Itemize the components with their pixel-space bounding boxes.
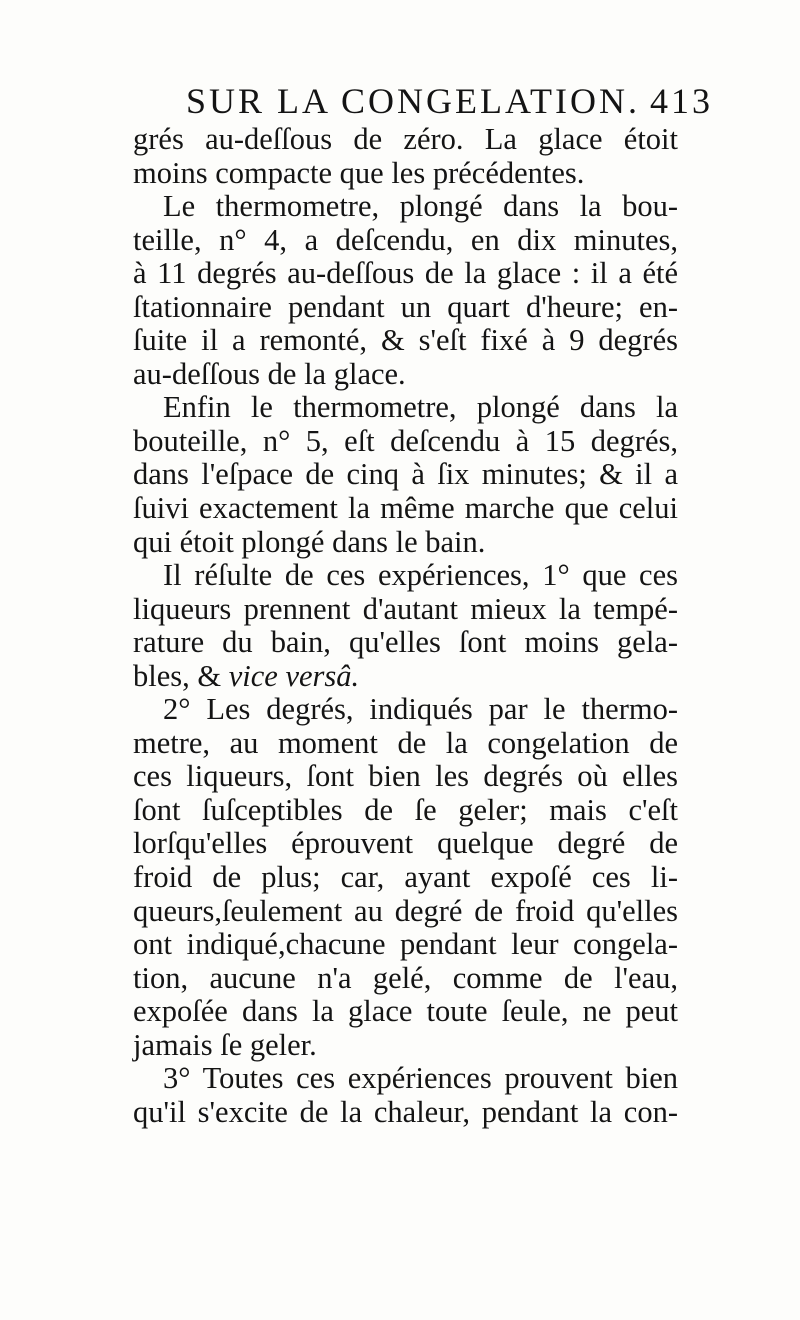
text-line-content: grés au-deſſous de zéro. La glace étoit	[133, 122, 678, 156]
text-line	[133, 1062, 678, 1096]
text-line-content: Il réſulte de ces expériences, 1° que ces	[163, 558, 678, 593]
text-line	[133, 1096, 678, 1130]
text-line-content: queurs,ſeulement au degré de froid qu'elles	[133, 893, 678, 928]
text-line-content: ſont ſuſceptibles de ſe geler; mais c'eſt	[133, 792, 678, 827]
text-line	[133, 693, 678, 727]
text-line-content: qui étoit plongé dans le bain.	[133, 524, 486, 559]
text-line	[133, 626, 678, 660]
text-line	[133, 794, 678, 828]
text-line-content: rature du bain, qu'elles ſont moins gela-	[133, 625, 678, 660]
text-line-content: teille, n° 4, a deſcendu, en dix minutes,	[133, 222, 678, 257]
text-line	[133, 559, 678, 593]
text-line	[133, 593, 678, 627]
text-line-content: au-deſſous de la glace.	[133, 356, 406, 391]
text-line-content: ont indiqué,chacune pendant leur congela-	[133, 927, 678, 962]
text-line	[133, 458, 678, 492]
text-line	[133, 760, 678, 794]
text-line	[133, 391, 678, 425]
running-head	[186, 78, 714, 124]
running-title: SUR LA CONGELATION.	[186, 81, 641, 121]
text-line-content: lorſqu'elles éprouvent quelque degré de	[133, 826, 678, 861]
text-line-content: bouteille, n° 5, eſt deſcendu à 15 degrés,	[133, 423, 678, 458]
text-line	[133, 123, 678, 157]
text-line-content: dans l'eſpace de cinq à ſix minutes; & il a	[133, 457, 678, 492]
text-line-content: qu'il s'excite de la chaleur, pendant la con-	[133, 1094, 678, 1129]
text-line	[133, 962, 678, 996]
page-number: 413	[650, 81, 714, 121]
text-line	[133, 727, 678, 761]
text-line	[133, 861, 678, 895]
text-line	[133, 1029, 678, 1063]
text-line-content: tion, aucune n'a gelé, comme de l'eau,	[133, 960, 678, 995]
text-line-content: ſuivi exactement la même marche que celui	[133, 491, 678, 526]
text-line-content: bles, &	[133, 658, 229, 693]
text-line-content: froid de plus; car, ayant expoſé ces li-	[133, 860, 678, 895]
text-line	[133, 928, 678, 962]
text-line	[133, 425, 678, 459]
text-line	[133, 995, 678, 1029]
text-line-content: liqueurs prennent d'autant mieux la tempé-	[133, 591, 678, 626]
text-line-content: ces liqueurs, ſont bien les degrés où elles	[133, 759, 678, 794]
text-line	[133, 190, 678, 224]
text-line-content: expoſée dans la glace toute ſeule, ne peut	[133, 994, 678, 1029]
text-line	[133, 660, 678, 694]
text-line-content: moins compacte que les précédentes.	[133, 155, 585, 190]
text-line	[133, 526, 678, 560]
text-line	[133, 157, 678, 191]
text-line	[133, 324, 678, 358]
text-line-content: metre, au moment de la congelation de	[133, 725, 678, 760]
text-line	[133, 291, 678, 325]
text-line	[133, 827, 678, 861]
text-line-content: à 11 degrés au-deſſous de la glace : il a été	[133, 256, 678, 291]
body-text	[133, 123, 678, 1129]
text-line-content: 3° Toutes ces expériences prouvent bien	[163, 1061, 678, 1096]
text-line-content: 2° Les degrés, indiqués par le thermo-	[163, 692, 678, 727]
text-line-content: jamais ſe geler.	[133, 1027, 317, 1062]
text-line	[133, 492, 678, 526]
text-line-content: Le thermometre, plongé dans la bou-	[163, 189, 678, 224]
text-line	[133, 224, 678, 258]
text-line	[133, 358, 678, 392]
italic-phrase: vice versâ.	[228, 658, 360, 693]
text-line	[133, 895, 678, 929]
text-line-content: ſtationnaire pendant un quart d'heure; en-	[133, 289, 678, 324]
text-line	[133, 257, 678, 291]
text-line-content: Enfin le thermometre, plongé dans la	[163, 390, 678, 425]
text-line-content: ſuite il a remonté, & s'eſt fixé à 9 degrés	[133, 323, 678, 358]
